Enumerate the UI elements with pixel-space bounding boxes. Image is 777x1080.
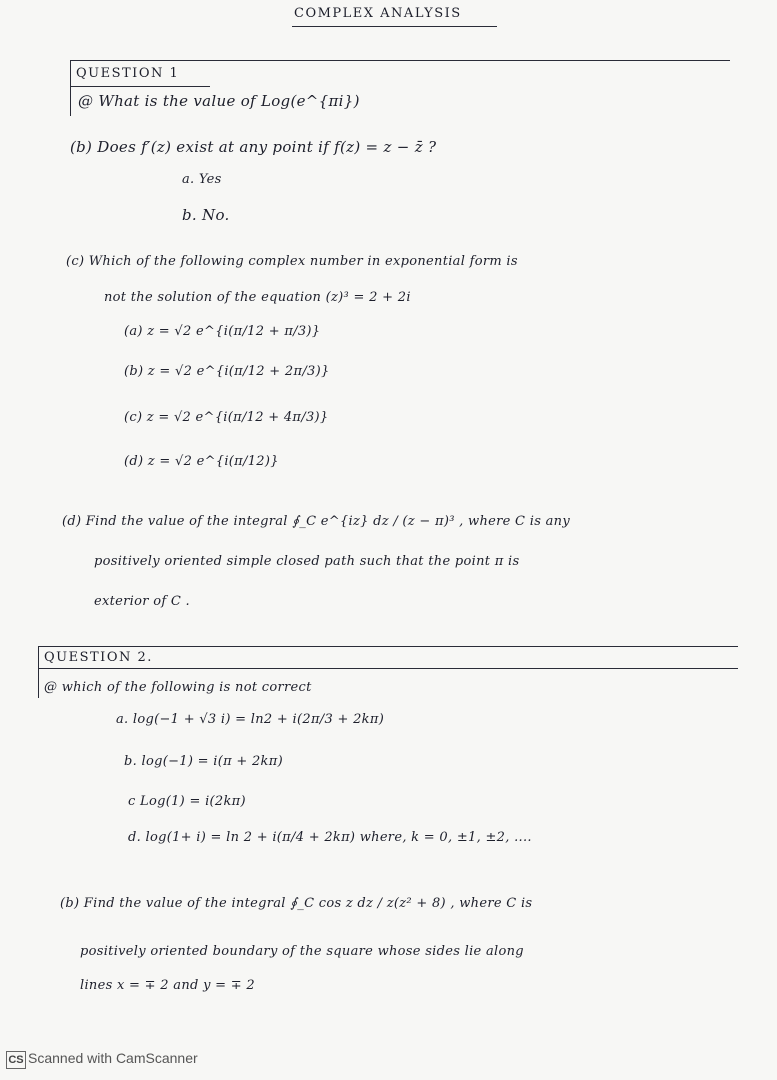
q2-heading: QUESTION 2. bbox=[44, 650, 153, 665]
title-underline bbox=[292, 26, 497, 27]
q1-c-option-c: (c) z = √2 e^{i(π/12 + 4π/3)} bbox=[124, 410, 329, 425]
q2-a-option-c: c Log(1) = i(2kπ) bbox=[128, 794, 246, 809]
camscanner-logo-icon: CS bbox=[6, 1051, 26, 1069]
q2-box-left bbox=[38, 646, 39, 698]
q2-part-b-line1: (b) Find the value of the integral ∮_C cos z dz / z(z² + 8) , where C is bbox=[60, 896, 533, 911]
q1-part-c-line1: (c) Which of the following complex number in exponential form is bbox=[66, 254, 518, 269]
q2-a-option-a: a. log(−1 + √3 i) = ln2 + i(2π/3 + 2kπ) bbox=[116, 712, 385, 727]
q1-c-option-b: (b) z = √2 e^{i(π/12 + 2π/3)} bbox=[124, 364, 330, 379]
q1-heading: QUESTION 1 bbox=[76, 66, 180, 81]
q2-part-b-line2: positively oriented boundary of the square whose sides lie along bbox=[80, 944, 524, 959]
q1-part-b-prompt: (b) Does f′(z) exist at any point if f(z) = z − z̄ ? bbox=[70, 138, 437, 156]
camscanner-watermark bbox=[6, 1050, 198, 1069]
q1-part-d-line1: (d) Find the value of the integral ∮_C e^{iz} dz / (z − π)³ , where C is any bbox=[62, 514, 570, 529]
q1-box-top bbox=[70, 60, 730, 61]
q2-box-top bbox=[38, 646, 738, 647]
q1-c-option-d: (d) z = √2 e^{i(π/12)} bbox=[124, 454, 279, 469]
q2-a-option-d: d. log(1+ i) = ln 2 + i(π/4 + 2kπ) where, k = 0, ±1, ±2, .... bbox=[128, 830, 532, 845]
camscanner-text: Scanned with CamScanner bbox=[28, 1050, 198, 1066]
q2-part-b-line3: lines x = ∓ 2 and y = ∓ 2 bbox=[80, 978, 255, 993]
q1-box-left bbox=[70, 60, 71, 116]
document-title: COMPLEX ANALYSIS bbox=[294, 6, 462, 21]
q1-part-c-line2: not the solution of the equation (z)³ = 2 + 2i bbox=[104, 290, 411, 305]
q1-part-d-line2: positively oriented simple closed path such that the point π is bbox=[94, 554, 520, 569]
q1-part-d-line3: exterior of C . bbox=[94, 594, 190, 609]
q1-b-option-b: b. No. bbox=[182, 206, 230, 224]
q2-heading-divider bbox=[38, 668, 738, 669]
q1-heading-divider bbox=[70, 86, 210, 87]
q1-c-option-a: (a) z = √2 e^{i(π/12 + π/3)} bbox=[124, 324, 321, 339]
q1-part-a: @ What is the value of Log(e^{πi}) bbox=[78, 92, 360, 110]
q2-part-a-prompt: @ which of the following is not correct bbox=[44, 680, 312, 695]
q1-b-option-a: a. Yes bbox=[182, 172, 222, 187]
q2-a-option-b: b. log(−1) = i(π + 2kπ) bbox=[124, 754, 283, 769]
